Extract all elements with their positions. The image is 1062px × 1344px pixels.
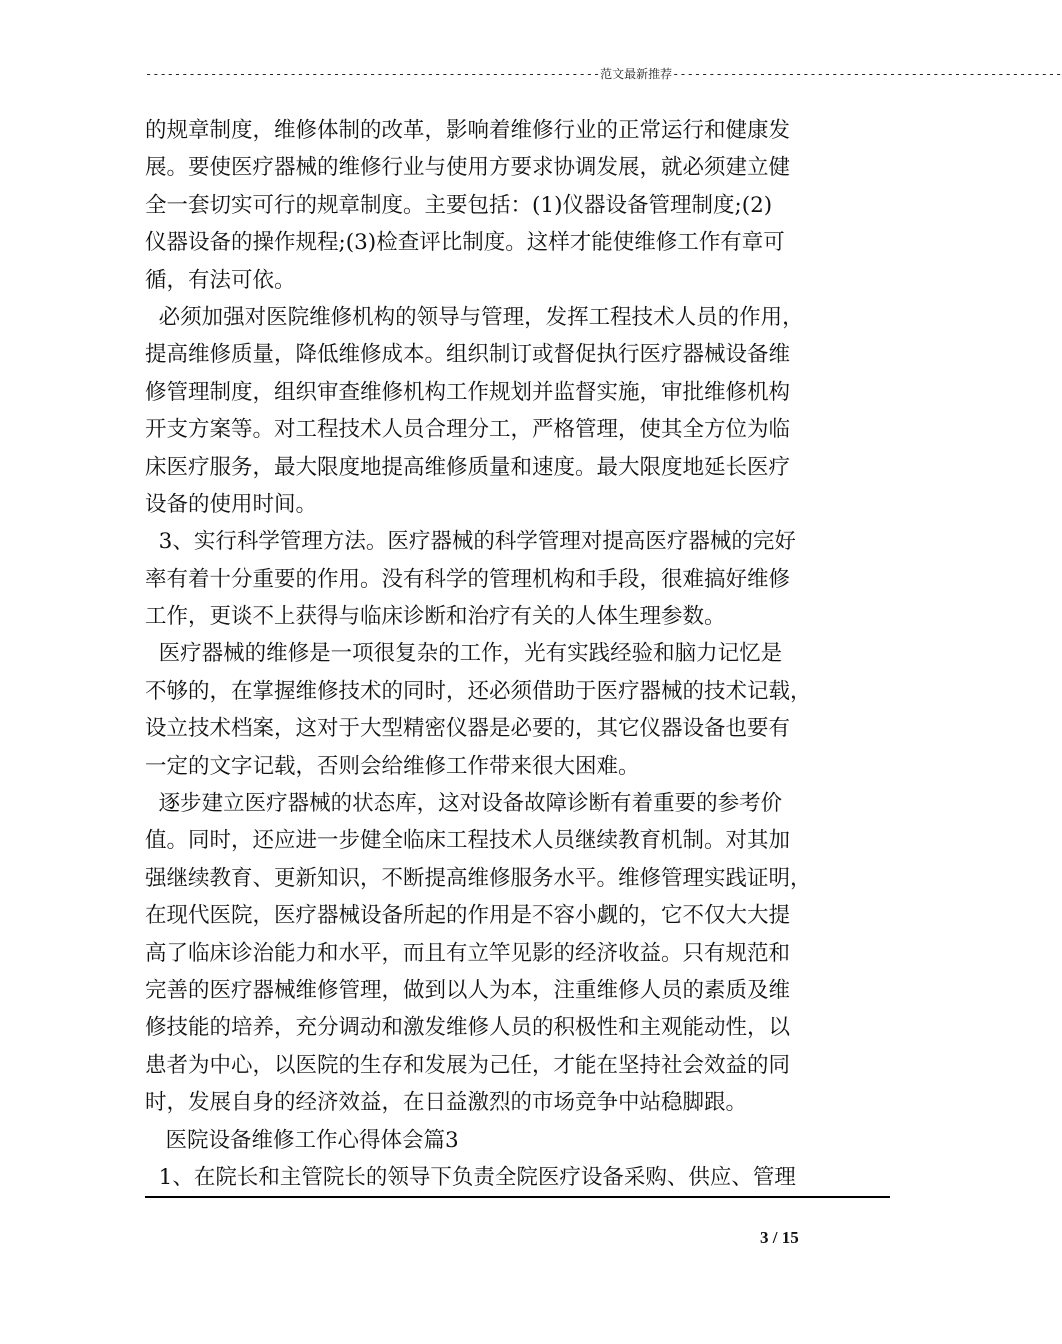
text-line: 修管理制度，组织审查维修机构工作规划并监督实施，审批维修机构 xyxy=(145,379,791,405)
page-header: ---------------------------------------------------------------范文最新推荐------------------------------------------------------ xyxy=(145,67,1062,81)
page-number: 3 / 15 xyxy=(760,1228,799,1247)
text-line: 提高维修质量，降低维修成本。组织制订或督促执行医疗器械设备维 xyxy=(145,342,791,368)
text-line: 患者为中心，以医院的生存和发展为己任，才能在坚持社会效益的同 xyxy=(145,1052,791,1078)
text-line: 设立技术档案，这对于大型精密仪器是必要的，其它仪器设备也要有 xyxy=(145,716,791,742)
text-line: 医疗器械的维修是一项很复杂的工作，光有实践经验和脑力记忆是 xyxy=(145,641,783,667)
text-line: 修技能的培养，充分调动和激发维修人员的积极性和主观能动性，以 xyxy=(145,1015,791,1041)
text-line: 高了临床诊治能力和水平，而且有立竿见影的经济收益。只有规范和 xyxy=(145,940,791,966)
text-line: 1、在院长和主管院长的领导下负责全院医疗设备采购、供应、管理 xyxy=(145,1164,796,1190)
text-line: 仪器设备的操作规程;(3)检查评比制度。这样才能使维修工作有章可 xyxy=(145,230,785,256)
text-line: 强继续教育、更新知识，不断提高维修服务水平。维修管理实践证明， xyxy=(145,865,812,891)
text-line: 全一套切实可行的规章制度。主要包括：(1)仪器设备管理制度;(2) xyxy=(145,192,773,218)
text-line: 值。同时，还应进一步健全临床工程技术人员继续教育机制。对其加 xyxy=(145,828,791,854)
footer-divider xyxy=(145,1196,890,1198)
text-line: 一定的文字记载，否则会给维修工作带来很大困难。 xyxy=(145,753,640,779)
text-line: 的规章制度，维修体制的改革，影响着维修行业的正常运行和健康发 xyxy=(145,118,791,143)
text-line: 循，有法可依。 xyxy=(145,267,296,293)
text-line: 工作，更谈不上获得与临床诊断和治疗有关的人体生理参数。 xyxy=(145,604,726,630)
text-line: 不够的，在掌握维修技术的同时，还必须借助于医疗器械的技术记载， xyxy=(145,678,812,704)
text-line: 3、实行科学管理方法。医疗器械的科学管理对提高医疗器械的完好 xyxy=(145,529,796,555)
text-line: 在现代医院，医疗器械设备所起的作用是不容小觑的，它不仅大大提 xyxy=(145,903,791,929)
text-line: 逐步建立医疗器械的状态库，这对设备故障诊断有着重要的参考价 xyxy=(145,791,783,817)
text-line: 床医疗服务，最大限度地提高维修质量和速度。最大限度地延长医疗 xyxy=(145,454,791,480)
section-heading: 医院设备维修工作心得体会篇3 xyxy=(145,1127,459,1153)
text-line: 率有着十分重要的作用。没有科学的管理机构和手段，很难搞好维修 xyxy=(145,566,791,592)
text-line: 开支方案等。对工程技术人员合理分工，严格管理，使其全方位为临 xyxy=(145,417,791,443)
text-line: 展。要使医疗器械的维修行业与使用方要求协调发展，就必须建立健 xyxy=(145,155,791,181)
text-line: 设备的使用时间。 xyxy=(145,491,318,517)
text-line: 时，发展自身的经济效益，在日益激烈的市场竞争中站稳脚跟。 xyxy=(145,1090,748,1116)
text-line: 完善的医疗器械维修管理，做到以人为本，注重维修人员的素质及维 xyxy=(145,977,791,1003)
document-body xyxy=(145,112,813,1196)
text-line: 必须加强对医院维修机构的领导与管理，发挥工程技术人员的作用， xyxy=(145,304,804,330)
